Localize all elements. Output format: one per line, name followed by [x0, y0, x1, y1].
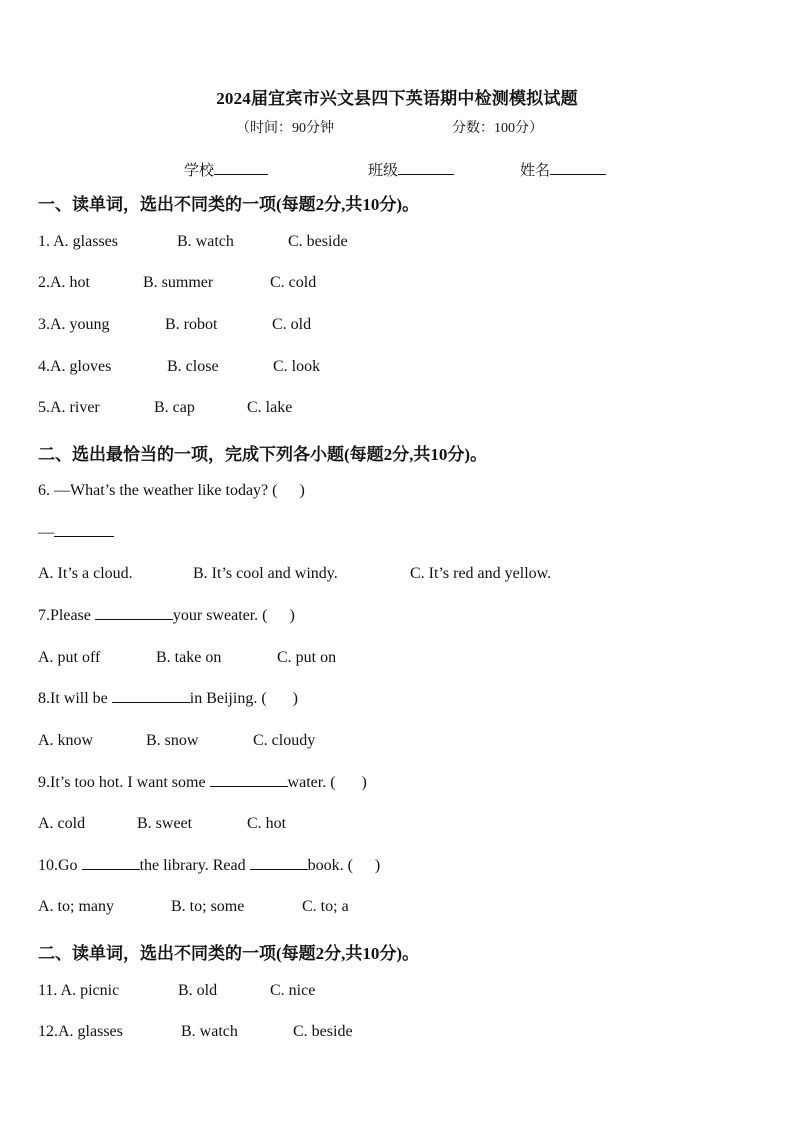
q9-option-c: C. hot [247, 815, 287, 832]
q6-option-b: B. It’s cool and windy. [193, 565, 338, 582]
q12-option-c: C. beside [293, 1023, 353, 1040]
exam-score: 分数：100分） [452, 121, 543, 136]
school-blank[interactable] [214, 162, 268, 175]
q8-option-b: B. snow [146, 732, 199, 749]
question-5 [38, 399, 100, 417]
q10-stem-mid: the library. Read [139, 857, 250, 874]
class-blank[interactable] [398, 162, 454, 175]
q12-option-a: 12.A. glasses [38, 1023, 123, 1040]
section-heading-3: 二、读单词，选出不同类的一项(每题2分,共10分)。 [38, 944, 420, 963]
q6-option-a: A. It’s a cloud. [38, 565, 133, 582]
q10-stem-pre: 10.Go [38, 857, 82, 874]
q3-option-b: B. robot [165, 316, 218, 333]
q11-option-c: C. nice [270, 982, 316, 999]
q4-option-b: B. close [167, 358, 219, 375]
q3-option-c: C. old [272, 316, 312, 333]
q7-close-paren: ) [289, 607, 295, 624]
q8-option-a: A. know [38, 732, 94, 749]
q1-option-c: C. beside [288, 233, 348, 250]
q3-option-a: 3.A. young [38, 316, 110, 333]
section-heading-2: 二、选出最恰当的一项，完成下列各小题(每题2分,共10分)。 [38, 445, 488, 464]
question-8 [38, 690, 298, 708]
q10-blank-1[interactable] [82, 857, 140, 870]
q8-close-paren: ) [292, 690, 298, 707]
q9-stem-post: water. ( [287, 774, 336, 791]
q6-answer-blank[interactable] [54, 524, 114, 537]
q7-option-c: C. put on [277, 649, 337, 666]
q7-stem-post: your sweater. ( [172, 607, 268, 624]
q7-option-a: A. put off [38, 649, 101, 666]
question-4 [38, 358, 111, 376]
page-title: 2024届宜宾市兴文县四下英语期中检测模拟试题 [216, 89, 578, 108]
question-7 [38, 607, 295, 625]
q6-stem: 6. —What’s the weather like today? ( [38, 482, 278, 499]
q8-stem-pre: 8.It will be [38, 690, 112, 707]
q9-option-b: B. sweet [137, 815, 193, 832]
school-label: 学校 [184, 163, 215, 179]
q4-option-c: C. look [273, 358, 321, 375]
exam-time: （时间：90分钟 [236, 121, 334, 136]
question-1 [38, 233, 118, 251]
q10-option-c: C. to; a [302, 898, 349, 915]
class-field [368, 159, 454, 180]
q10-option-b: B. to; some [171, 898, 245, 915]
q7-stem-pre: 7.Please [38, 607, 95, 624]
q5-option-b: B. cap [154, 399, 195, 416]
class-label: 班级 [368, 163, 399, 179]
q11-option-a: 11. A. picnic [38, 982, 120, 999]
q9-stem-pre: 9.It’s too hot. I want some [38, 774, 210, 791]
q4-option-a: 4.A. gloves [38, 358, 112, 375]
q8-stem-post: in Beijing. ( [189, 690, 267, 707]
q1-option-b: B. watch [177, 233, 234, 250]
name-label: 姓名 [520, 163, 551, 179]
q8-blank[interactable] [112, 690, 190, 703]
q12-option-b: B. watch [181, 1023, 238, 1040]
q6-dash: — [38, 524, 54, 541]
q2-option-a: 2.A. hot [38, 274, 90, 291]
section-heading-1: 一、读单词，选出不同类的一项(每题2分,共10分)。 [38, 195, 420, 214]
q1-option-a: 1. A. glasses [38, 233, 118, 250]
question-12 [38, 1023, 123, 1041]
question-9 [38, 774, 367, 792]
q10-option-a: A. to; many [38, 898, 114, 915]
school-field [184, 159, 268, 180]
q11-option-b: B. old [178, 982, 218, 999]
question-6 [38, 482, 305, 500]
question-10 [38, 857, 380, 875]
q10-close-paren: ) [374, 857, 381, 874]
q8-option-c: C. cloudy [253, 732, 316, 749]
q6-answer-line [38, 524, 114, 542]
q2-option-b: B. summer [143, 274, 214, 291]
question-3 [38, 316, 110, 334]
name-field [520, 159, 606, 180]
question-2 [38, 274, 90, 292]
q5-option-a: 5.A. river [38, 399, 100, 416]
q10-blank-2[interactable] [250, 857, 308, 870]
q5-option-c: C. lake [247, 399, 293, 416]
q6-option-c: C. It’s red and yellow. [410, 565, 552, 582]
q6-close-paren: ) [299, 482, 305, 499]
q9-option-a: A. cold [38, 815, 86, 832]
q9-blank[interactable] [210, 774, 288, 787]
name-blank[interactable] [550, 162, 606, 175]
q9-close-paren: ) [361, 774, 367, 791]
q2-option-c: C. cold [270, 274, 317, 291]
q7-option-b: B. take on [156, 649, 222, 666]
q7-blank[interactable] [95, 607, 173, 620]
q10-stem-post: book. ( [307, 857, 353, 874]
question-11 [38, 982, 119, 1000]
